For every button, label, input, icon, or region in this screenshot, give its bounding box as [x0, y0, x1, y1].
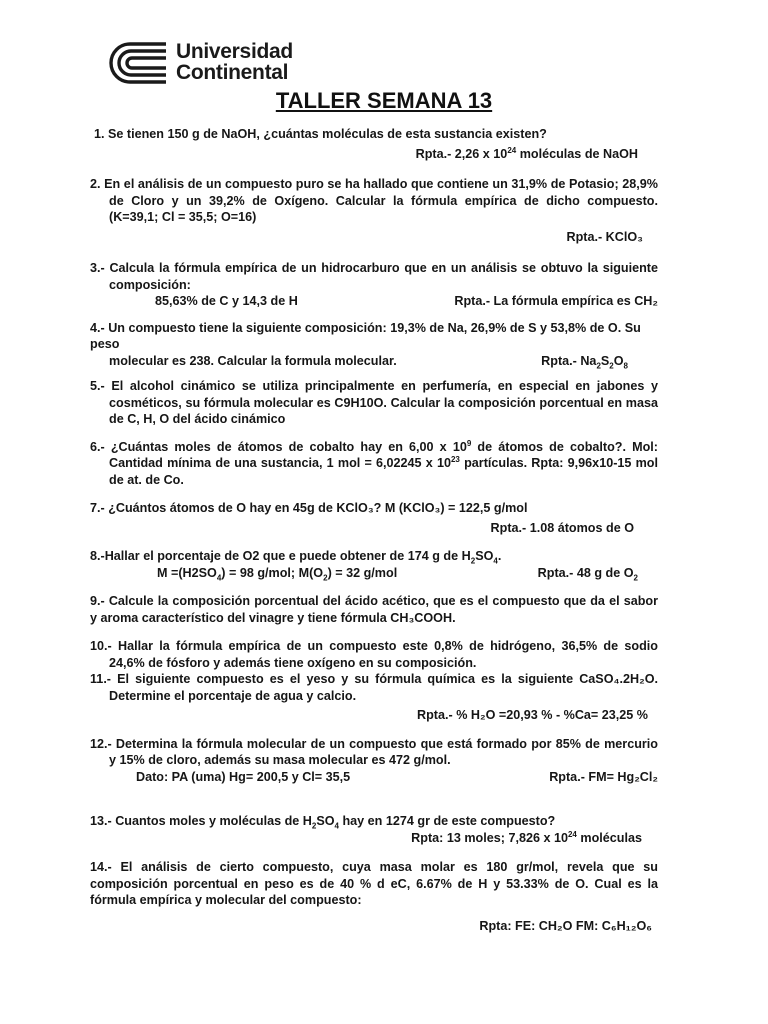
- problem-13: [90, 813, 658, 846]
- problem-8-text: 8.-Hallar el porcentaje de O2 que e puede obtener de 174 g de $H_2SO_4$.: [90, 549, 502, 566]
- problem-1-answer: Rpta.- 2,26 x $10^{24}$ moléculas de NaOH: [415, 145, 638, 161]
- problem-11: [90, 671, 658, 724]
- problem-14-text: 14.- El análisis de cierto compuesto, cuya masa molar es 180 gr/mol, revela que su composición porcentual en peso es de 40 % d eC, 6.67% de H y 53.33% de O. Cual es la fórmula empírica y molecular del compuesto:: [90, 860, 658, 907]
- problem-2-text: 2. En el análisis de un compuesto puro se ha hallado que contiene un 31,9% de Potasio; 28,9% de Cloro y un 39,2% de Oxígeno. Calcular la fórmula empírica de dicho compuesto. (K=39,1; Cl = 35,5; O=16): [90, 177, 658, 224]
- problem-7-text: 7.- ¿Cuántos átomos de O hay en 45g de KClO₃? M (KClO₃) = 122,5 g/mol: [90, 501, 528, 515]
- problem-14: [90, 859, 658, 934]
- problem-4: [90, 320, 658, 370]
- logo-wordmark: [176, 41, 293, 83]
- problem-8-data: $M =(H2SO_4) = 98$ g/mol; $M(O_2) = 32$ g/mol: [157, 565, 398, 583]
- problem-7-answer: Rpta.- 1.08 átomos de O: [490, 520, 634, 535]
- logo-line-1: Universidad: [176, 40, 293, 63]
- problem-14-answer: Rpta: FE: CH₂O FM: C₆H₁₂O₆: [479, 918, 652, 933]
- problem-3: [90, 260, 658, 310]
- logo-mark-icon: [108, 42, 168, 84]
- problem-3-data: 85,63% de C y 14,3 de H: [155, 294, 298, 308]
- problem-11-text: 11.- El siguiente compuesto es el yeso y su fórmula química es la siguiente CaSO₄.2H₂O. Determine el porcentaje de agua y calcio.: [90, 672, 658, 703]
- problem-13-text: 13.- Cuantos moles y moléculas de $H_2SO_4$ hay en 1274 gr de este compuesto?: [90, 814, 556, 831]
- problem-5-text: 5.- El alcohol cinámico se utiliza principalmente en perfumería, en especial en jabones y cosméticos, su fórmula molecular es C9H10O. Calcular la composición porcentual en masa de C, H, O del ácido cinámico: [90, 379, 658, 426]
- problem-3-answer: Rpta.- La fórmula empírica es CH₂: [454, 294, 658, 308]
- problem-10: [90, 638, 658, 671]
- problem-4-answer: Rpta.- $Na_2S_2O_8$: [541, 353, 628, 371]
- problem-3-text: 3.- Calcula la fórmula empírica de un hidrocarburo que en un análisis se obtuvo la siguiente composición:: [90, 261, 658, 292]
- problem-1: [90, 126, 658, 162]
- university-logo: [108, 42, 318, 84]
- problem-7: [90, 500, 658, 536]
- problem-4-text-2: molecular es 238. Calcular la formula molecular.: [109, 353, 397, 368]
- problem-1-text: 1. Se tienen 150 g de NaOH, ¿cuántas moléculas de esta sustancia existen?: [94, 127, 547, 141]
- page-title: TALLER SEMANA 13: [275, 88, 493, 113]
- problem-12-text: 12.- Determina la fórmula molecular de un compuesto que está formado por 85% de mercurio y 15% de cloro, además su masa molecular es 472 g/mol.: [90, 736, 658, 767]
- problem-6-text: 6.- ¿Cuántas moles de átomos de cobalto hay en 6,00 x $10^9$ de átomos de cobalto?. Mol: Cantidad mínima de una sustancia, 1 mol = 6,02245 x $10^{23}$ partículas. Rpta: 9,96x10-15 mol de at. de Co.: [90, 438, 658, 487]
- logo-line-2: Continental: [176, 61, 289, 84]
- problem-5: [90, 378, 658, 428]
- problem-list: [90, 126, 658, 934]
- problem-2-answer: Rpta.- KClO₃: [566, 229, 643, 244]
- problem-2: [90, 176, 658, 245]
- problem-13-answer: Rpta: 13 moles; 7,826 x $10^{24}$ moléculas: [411, 829, 642, 845]
- problem-9: [90, 593, 658, 626]
- problem-8-answer: Rpta.- 48 g de $O_2$: [537, 565, 638, 583]
- problem-10-text: 10.- Hallar la fórmula empírica de un compuesto este 0,8% de hidrógeno, 36,5% de sodio 24,6% de fósforo y además tiene oxígeno en su composición.: [90, 639, 658, 670]
- problem-8: [90, 548, 658, 581]
- problem-6: [90, 439, 658, 489]
- problem-11-answer: Rpta.- % H₂O =20,93 % - %Ca= 23,25 %: [417, 708, 648, 722]
- problem-12-answer: Rpta.- FM= Hg₂Cl₂: [549, 769, 658, 784]
- problem-12-data: Dato: PA (uma) Hg= 200,5 y Cl= 35,5: [136, 769, 351, 784]
- problem-9-text: 9.- Calcule la composición porcentual del ácido acético, que es el compuesto que da el sabor y aroma característico del vinagre y tiene fórmula CH₃COOH.: [90, 594, 658, 625]
- problem-4-text: 4.- Un compuesto tiene la siguiente composición: 19,3% de Na, 26,9% de S y 53,8% de O. Su peso: [90, 320, 641, 351]
- problem-12: [90, 736, 658, 786]
